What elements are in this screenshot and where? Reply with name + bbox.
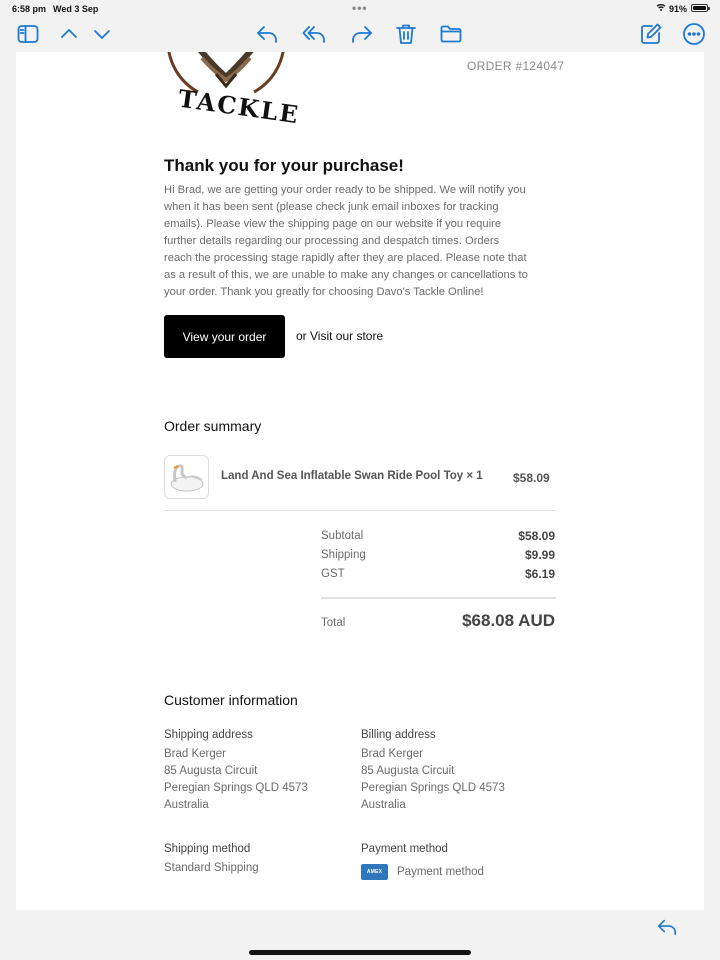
message-line: your order. Thank you greatly for choosing Davo's Tackle Online! [164,286,484,298]
battery-icon [691,4,708,12]
sidebar-icon[interactable] [14,20,42,48]
payment-method-label: Payment method [361,843,448,855]
message-line: emails). Please view the shipping page on our website if you require [164,218,502,230]
divider [321,597,556,599]
status-bar [0,0,720,18]
wifi-icon [656,3,666,14]
email-body [16,52,704,910]
shipping-address-line: 85 Augusta Circuit [164,765,258,777]
divider [164,510,556,511]
product-name: Land And Sea Inflatable Swan Ride Pool Toy × 1 [221,470,483,482]
billing-address-line: Peregian Springs QLD 4573 [361,782,505,794]
gst-label: GST [321,568,345,580]
chevron-up-icon[interactable] [55,20,83,48]
chevron-down-icon[interactable] [88,20,116,48]
subtotal-label: Subtotal [321,530,364,542]
message-line: when it has been sent (please check junk email inboxes for tracking [164,201,499,213]
shipping-value: $9.99 [524,548,555,562]
billing-address-line: Brad Kerger [361,748,424,760]
mail-toolbar [0,18,720,52]
visit-store-link[interactable]: or Visit our store [296,329,384,343]
message-line: further details regarding our processing and despatch times. Orders [164,235,500,247]
shipping-method-value: Standard Shipping [164,862,259,874]
folder-icon[interactable] [437,20,465,48]
compose-icon[interactable] [637,20,665,48]
subtotal-value: $58.09 [518,529,555,543]
billing-address-label: Billing address [361,729,436,741]
thanks-title: Thank you for your purchase! [164,156,404,175]
message-line: reach the processing stage rapidly after they are placed. Please note that [164,252,527,264]
shipping-label: Shipping [321,549,366,561]
message-line: as a result of this, we are unable to make any changes or cancellations to [164,269,528,281]
more-icon[interactable] [680,20,708,48]
total-value: $68.08 AUD [462,611,555,630]
status-time: 6:58 pm [12,4,47,14]
reply-icon[interactable] [253,20,281,48]
order-number: ORDER #124047 [467,59,565,73]
reply-icon[interactable] [656,916,680,938]
gst-value: $6.19 [524,567,555,581]
product-price: $58.09 [513,471,550,485]
store-logo [164,52,302,132]
home-indicator[interactable] [249,950,471,955]
multitasking-dots-icon[interactable]: ••• [352,1,368,15]
amex-card-icon: AMEX [361,864,388,880]
status-date: Wed 3 Sep [53,4,99,14]
forward-icon[interactable] [348,20,376,48]
payment-method-value: Payment method [397,866,484,878]
shipping-method-label: Shipping method [164,843,251,855]
shipping-address-line: Australia [164,799,209,811]
logo-text: TACKLE [176,83,302,130]
shipping-address-label: Shipping address [164,729,253,741]
product-image[interactable] [164,455,209,499]
total-label: Total [321,617,346,629]
reply-all-icon[interactable] [300,20,328,48]
message-line: Hi Brad, we are getting your order ready to be shipped. We will notify you [164,184,526,196]
order-summary-title: Order summary [164,418,262,434]
shipping-address-line: Brad Kerger [164,748,227,760]
billing-address-line: Australia [361,799,406,811]
billing-address-line: 85 Augusta Circuit [361,765,455,777]
thanks-message [164,182,556,301]
battery-percent: 91% [669,4,688,14]
shipping-address-line: Peregian Springs QLD 4573 [164,782,308,794]
trash-icon[interactable] [392,20,420,48]
view-order-button[interactable]: View your order [164,315,285,358]
customer-info-title: Customer information [164,692,298,708]
